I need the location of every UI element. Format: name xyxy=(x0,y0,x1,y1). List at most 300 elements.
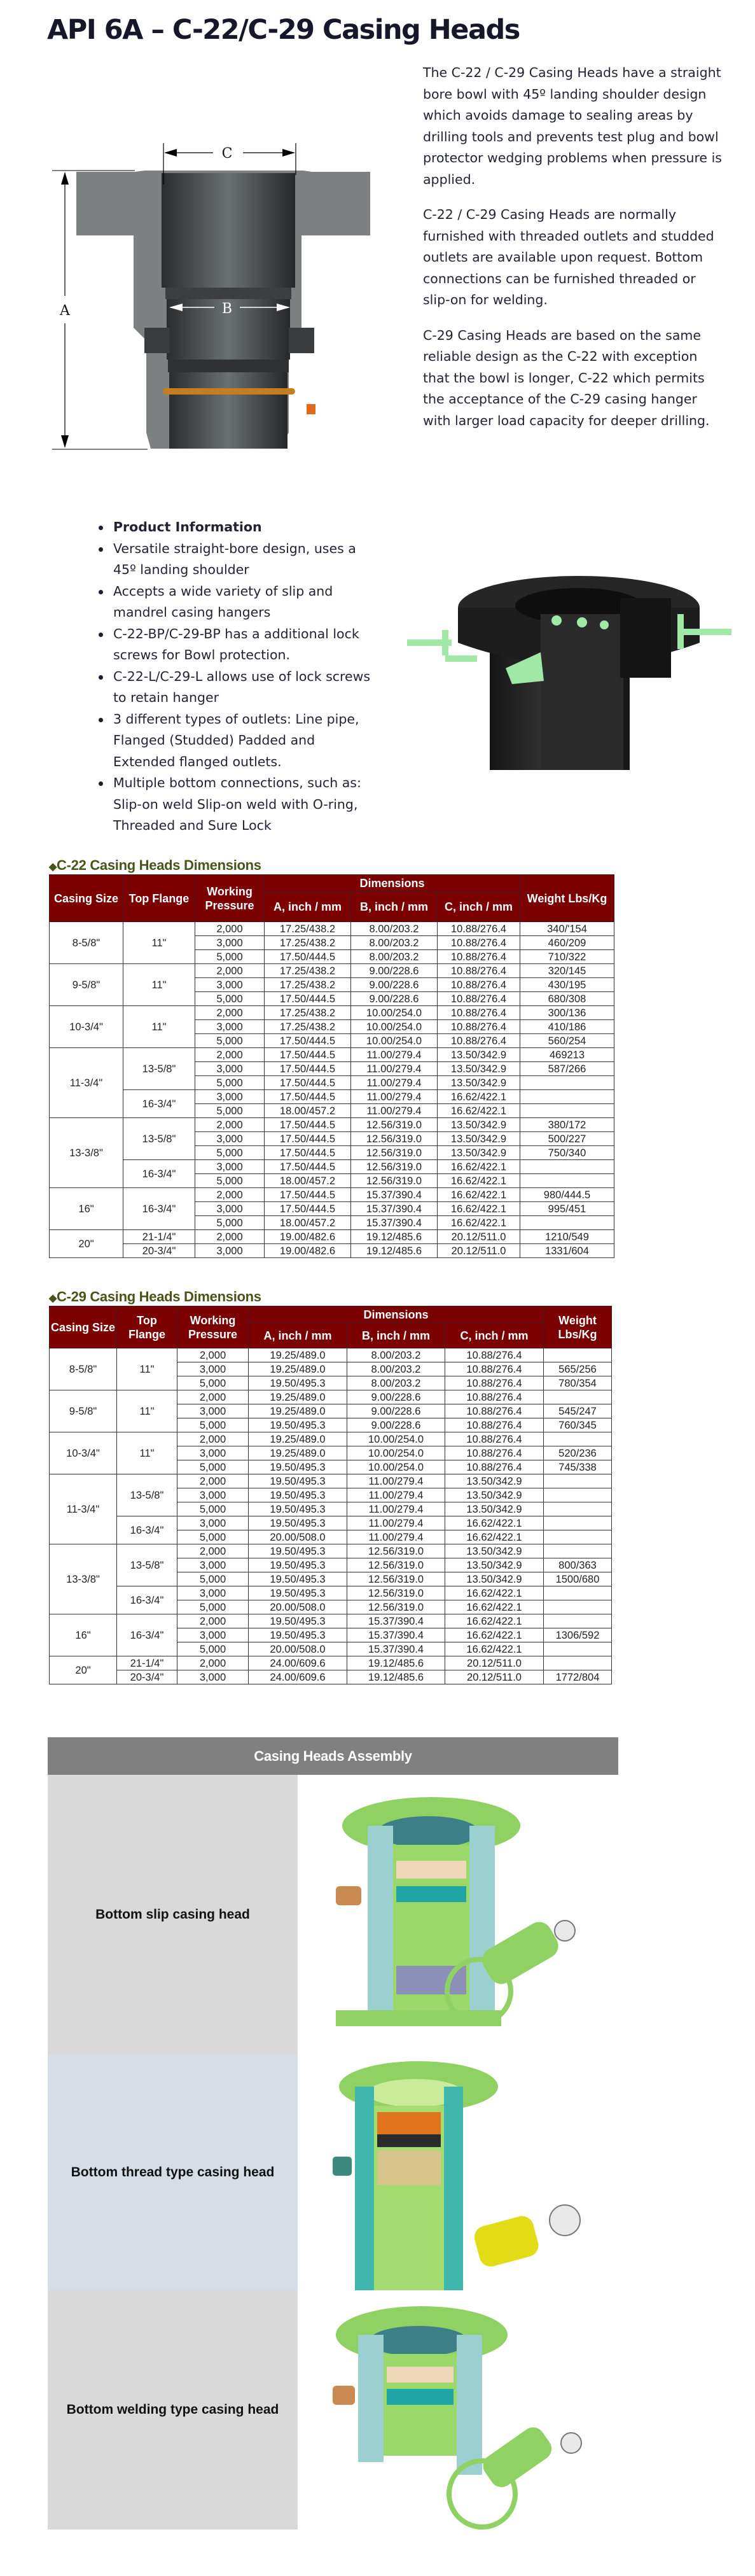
description-paragraph: C-22 / C-29 Casing Heads are normally furnished with threaded outlets and studded outlets are available upon request. Bottom connections can be furnished threaded or slip-on for welding. xyxy=(423,207,714,307)
cell-weight: 460/209 xyxy=(520,936,614,950)
table-row xyxy=(50,1244,614,1258)
cell-dim-c: 13.50/342.9 xyxy=(438,1062,520,1076)
table-row xyxy=(50,922,614,936)
cell-working-pressure: 2,000 xyxy=(195,1188,265,1202)
cell-top-flange: 16-3/4" xyxy=(123,1090,195,1118)
cell-weight xyxy=(544,1474,612,1488)
cell-working-pressure: 5,000 xyxy=(177,1642,249,1656)
feature-item: C-22-BP/C-29-BP has a additional lock screws for Bowl protection. xyxy=(100,624,380,666)
cell-dim-a: 19.50/495.3 xyxy=(249,1418,347,1432)
cell-dim-a: 17.50/444.5 xyxy=(265,1132,351,1146)
table-row xyxy=(50,1348,612,1362)
cell-working-pressure: 2,000 xyxy=(177,1348,249,1362)
cell-top-flange: 11" xyxy=(117,1432,177,1474)
cell-top-flange: 16-3/4" xyxy=(117,1614,177,1656)
cell-weight: 545/247 xyxy=(544,1404,612,1418)
table-row xyxy=(50,1516,612,1530)
cell-weight: 410/186 xyxy=(520,1020,614,1034)
cell-dim-b: 8.00/203.2 xyxy=(351,922,438,936)
assembly-row-weld xyxy=(48,2290,618,2530)
cell-dim-c: 10.88/276.4 xyxy=(438,1020,520,1034)
cell-casing-size: 11-3/4" xyxy=(50,1048,123,1118)
cell-dim-c: 10.88/276.4 xyxy=(445,1446,544,1460)
cell-weight xyxy=(544,1432,612,1446)
cell-weight xyxy=(520,1076,614,1090)
cell-weight: 995/451 xyxy=(520,1202,614,1216)
cell-weight: 800/363 xyxy=(544,1558,612,1572)
cell-working-pressure: 2,000 xyxy=(195,1048,265,1062)
cell-working-pressure: 5,000 xyxy=(177,1418,249,1432)
cell-working-pressure: 3,000 xyxy=(195,1090,265,1104)
header-dim-a: A, inch / mm xyxy=(249,1323,347,1348)
cell-dim-a: 17.50/444.5 xyxy=(265,1160,351,1174)
cell-casing-size: 16" xyxy=(50,1614,117,1656)
cell-dim-b: 11.00/279.4 xyxy=(351,1062,438,1076)
cell-working-pressure: 5,000 xyxy=(195,1216,265,1230)
cell-weight xyxy=(544,1348,612,1362)
cell-casing-size: 13-3/8" xyxy=(50,1544,117,1614)
table-row xyxy=(50,1656,612,1670)
product-description xyxy=(423,62,722,445)
cell-dim-c: 10.88/276.4 xyxy=(438,964,520,978)
cell-dim-a: 18.00/457.2 xyxy=(265,1104,351,1118)
cell-dim-b: 11.00/279.4 xyxy=(347,1502,445,1516)
cell-weight xyxy=(520,1174,614,1188)
cell-dim-a: 20.00/508.0 xyxy=(249,1642,347,1656)
cell-working-pressure: 5,000 xyxy=(195,1076,265,1090)
cell-dim-a: 19.25/489.0 xyxy=(249,1446,347,1460)
cell-weight xyxy=(544,1390,612,1404)
cell-dim-b: 9.00/228.6 xyxy=(351,978,438,992)
features-heading: Product Information xyxy=(100,517,380,538)
cell-weight xyxy=(520,1160,614,1174)
cell-weight xyxy=(544,1614,612,1628)
cell-dim-b: 10.00/254.0 xyxy=(347,1446,445,1460)
header-dim-c: C, inch / mm xyxy=(445,1323,544,1348)
table-row xyxy=(50,1090,614,1104)
cell-dim-c: 20.12/511.0 xyxy=(438,1244,520,1258)
bottom-welding-casing-head-image xyxy=(298,2290,618,2530)
cell-dim-a: 19.00/482.6 xyxy=(265,1244,351,1258)
cell-dim-b: 12.56/319.0 xyxy=(351,1160,438,1174)
cell-dim-b: 8.00/203.2 xyxy=(347,1376,445,1390)
cell-dim-c: 16.62/422.1 xyxy=(445,1530,544,1544)
cell-dim-a: 19.50/495.3 xyxy=(249,1544,347,1558)
cell-working-pressure: 5,000 xyxy=(177,1530,249,1544)
cell-top-flange: 11" xyxy=(123,922,195,964)
cell-casing-size: 16" xyxy=(50,1188,123,1230)
cell-dim-b: 19.12/485.6 xyxy=(347,1670,445,1684)
header-dim-c: C, inch / mm xyxy=(438,892,520,922)
cell-weight xyxy=(544,1600,612,1614)
cell-weight: 500/227 xyxy=(520,1132,614,1146)
header-weight: Weight Lbs/Kg xyxy=(544,1306,612,1348)
cell-dim-a: 24.00/609.6 xyxy=(249,1670,347,1684)
cell-working-pressure: 3,000 xyxy=(177,1488,249,1502)
cell-dim-c: 10.88/276.4 xyxy=(438,978,520,992)
cell-dim-a: 19.50/495.3 xyxy=(249,1488,347,1502)
cell-working-pressure: 3,000 xyxy=(177,1446,249,1460)
cell-dim-a: 17.50/444.5 xyxy=(265,1146,351,1160)
cell-top-flange: 16-3/4" xyxy=(117,1516,177,1544)
cell-dim-c: 16.62/422.1 xyxy=(438,1188,520,1202)
cell-dim-b: 12.56/319.0 xyxy=(347,1544,445,1558)
cell-weight xyxy=(544,1642,612,1656)
cell-dim-c: 10.88/276.4 xyxy=(438,1034,520,1048)
cell-casing-size: 13-3/8" xyxy=(50,1118,123,1188)
assembly-label: Bottom welding type casing head xyxy=(48,2290,298,2530)
description-paragraph: The C-22 / C-29 Casing Heads have a straight bore bowl with 45º landing shoulder design which avoids damage to sealing areas by drilling tools and prevents test plug and bowl protector wedging problems when pressure is applied. xyxy=(423,65,722,187)
cell-dim-a: 19.25/489.0 xyxy=(249,1390,347,1404)
cell-dim-c: 16.62/422.1 xyxy=(438,1090,520,1104)
cell-working-pressure: 3,000 xyxy=(177,1362,249,1376)
c22-table-body xyxy=(50,922,614,1258)
header-top-flange: Top Flange xyxy=(117,1306,177,1348)
cell-casing-size: 11-3/4" xyxy=(50,1474,117,1544)
cell-working-pressure: 5,000 xyxy=(195,1104,265,1118)
cell-dim-b: 10.00/254.0 xyxy=(347,1460,445,1474)
cell-top-flange: 20-3/4" xyxy=(117,1670,177,1684)
cell-top-flange: 20-3/4" xyxy=(123,1244,195,1258)
cell-dim-b: 15.37/390.4 xyxy=(347,1628,445,1642)
cell-dim-c: 13.50/342.9 xyxy=(438,1146,520,1160)
cell-weight: 1500/680 xyxy=(544,1572,612,1586)
table-row xyxy=(50,1614,612,1628)
cell-dim-c: 10.88/276.4 xyxy=(438,950,520,964)
casing-head-cross-section-diagram xyxy=(52,115,396,458)
cell-dim-b: 15.37/390.4 xyxy=(351,1188,438,1202)
cell-dim-a: 19.25/489.0 xyxy=(249,1432,347,1446)
header-weight: Weight Lbs/Kg xyxy=(520,875,614,922)
cell-weight xyxy=(544,1502,612,1516)
cell-weight: 340/'154 xyxy=(520,922,614,936)
cell-dim-c: 20.12/511.0 xyxy=(438,1230,520,1244)
cell-dim-a: 24.00/609.6 xyxy=(249,1656,347,1670)
table-row xyxy=(50,1006,614,1020)
cell-weight xyxy=(544,1488,612,1502)
cell-top-flange: 11" xyxy=(123,964,195,1006)
cell-dim-b: 11.00/279.4 xyxy=(351,1104,438,1118)
cell-dim-a: 19.50/495.3 xyxy=(249,1628,347,1642)
cell-working-pressure: 3,000 xyxy=(195,1160,265,1174)
page-title: API 6A – C-22/C-29 Casing Heads xyxy=(47,14,520,46)
cell-top-flange: 21-1/4" xyxy=(123,1230,195,1244)
cell-working-pressure: 5,000 xyxy=(195,1174,265,1188)
table-row xyxy=(50,1160,614,1174)
assembly-header: Casing Heads Assembly xyxy=(48,1737,618,1775)
cell-dim-c: 13.50/342.9 xyxy=(438,1132,520,1146)
table-row xyxy=(50,1118,614,1132)
cell-top-flange: 11" xyxy=(123,1006,195,1048)
cell-weight xyxy=(544,1544,612,1558)
cell-working-pressure: 3,000 xyxy=(195,936,265,950)
cell-working-pressure: 5,000 xyxy=(177,1600,249,1614)
cell-dim-c: 10.88/276.4 xyxy=(445,1404,544,1418)
cell-casing-size: 20" xyxy=(50,1230,123,1258)
cell-dim-c: 13.50/342.9 xyxy=(445,1488,544,1502)
cell-dim-b: 11.00/279.4 xyxy=(351,1076,438,1090)
cell-top-flange: 21-1/4" xyxy=(117,1656,177,1670)
cell-top-flange: 13-5/8" xyxy=(123,1118,195,1160)
cell-dim-c: 20.12/511.0 xyxy=(445,1656,544,1670)
cell-working-pressure: 5,000 xyxy=(177,1572,249,1586)
cell-dim-a: 19.50/495.3 xyxy=(249,1516,347,1530)
cell-dim-a: 17.50/444.5 xyxy=(265,1048,351,1062)
cell-weight xyxy=(544,1586,612,1600)
feature-item: Accepts a wide variety of slip and mandrel casing hangers xyxy=(100,581,380,624)
cell-dim-c: 10.88/276.4 xyxy=(438,936,520,950)
cell-dim-c: 16.62/422.1 xyxy=(445,1614,544,1628)
cell-dim-b: 11.00/279.4 xyxy=(347,1530,445,1544)
cell-top-flange: 13-5/8" xyxy=(123,1048,195,1090)
cell-dim-a: 17.50/444.5 xyxy=(265,1076,351,1090)
cell-dim-c: 16.62/422.1 xyxy=(445,1628,544,1642)
cell-weight xyxy=(520,1216,614,1230)
cell-dim-b: 9.00/228.6 xyxy=(351,992,438,1006)
cell-dim-c: 13.50/342.9 xyxy=(438,1118,520,1132)
cell-dim-a: 17.50/444.5 xyxy=(265,1202,351,1216)
cell-dim-c: 10.88/276.4 xyxy=(445,1432,544,1446)
cell-dim-c: 10.88/276.4 xyxy=(445,1362,544,1376)
cell-weight: 980/444.5 xyxy=(520,1188,614,1202)
cell-dim-b: 10.00/254.0 xyxy=(351,1020,438,1034)
feature-item: Versatile straight-bore design, uses a 45º landing shoulder xyxy=(100,538,380,581)
cell-working-pressure: 3,000 xyxy=(195,1202,265,1216)
cell-working-pressure: 5,000 xyxy=(195,950,265,964)
cell-dim-b: 11.00/279.4 xyxy=(351,1090,438,1104)
dimension-label-c: C xyxy=(221,146,233,162)
cell-dim-a: 17.25/438.2 xyxy=(265,1020,351,1034)
cell-working-pressure: 3,000 xyxy=(177,1586,249,1600)
header-dim-b: B, inch / mm xyxy=(351,892,438,922)
cell-dim-c: 16.62/422.1 xyxy=(445,1642,544,1656)
cell-dim-c: 13.50/342.9 xyxy=(445,1544,544,1558)
table-row xyxy=(50,964,614,978)
cell-dim-a: 19.50/495.3 xyxy=(249,1586,347,1600)
cell-dim-a: 18.00/457.2 xyxy=(265,1174,351,1188)
cell-dim-a: 17.25/438.2 xyxy=(265,1006,351,1020)
cell-working-pressure: 3,000 xyxy=(195,1020,265,1034)
cell-dim-b: 12.56/319.0 xyxy=(347,1558,445,1572)
cell-dim-b: 8.00/203.2 xyxy=(347,1348,445,1362)
cell-working-pressure: 3,000 xyxy=(177,1516,249,1530)
cell-dim-a: 17.50/444.5 xyxy=(265,1118,351,1132)
cell-dim-b: 8.00/203.2 xyxy=(351,950,438,964)
feature-item: Multiple bottom connections, such as: Slip-on weld Slip-on weld with O-ring, Threaded and Sure Lock xyxy=(100,773,380,837)
cell-dim-a: 19.50/495.3 xyxy=(249,1376,347,1390)
cell-dim-a: 17.50/444.5 xyxy=(265,1090,351,1104)
cell-dim-c: 13.50/342.9 xyxy=(445,1572,544,1586)
cell-dim-b: 15.37/390.4 xyxy=(347,1642,445,1656)
cell-dim-a: 17.50/444.5 xyxy=(265,1034,351,1048)
cell-weight: 565/256 xyxy=(544,1362,612,1376)
casing-head-3d-render xyxy=(394,535,747,770)
header-dim-b: B, inch / mm xyxy=(347,1323,445,1348)
cell-dim-b: 12.56/319.0 xyxy=(351,1174,438,1188)
assembly-label: Bottom thread type casing head xyxy=(48,2055,298,2290)
bottom-thread-casing-head-image xyxy=(298,2055,618,2290)
cell-dim-b: 10.00/254.0 xyxy=(351,1006,438,1020)
table-row xyxy=(50,1474,612,1488)
assembly-label: Bottom slip casing head xyxy=(48,1775,298,2055)
cell-dim-c: 20.12/511.0 xyxy=(445,1670,544,1684)
cell-top-flange: 13-5/8" xyxy=(117,1544,177,1586)
cell-working-pressure: 2,000 xyxy=(195,1006,265,1020)
c22-table-caption: ◆C-22 Casing Heads Dimensions xyxy=(49,857,261,873)
cell-dim-c: 10.88/276.4 xyxy=(438,1006,520,1020)
cell-weight: 520/236 xyxy=(544,1446,612,1460)
cell-weight: 1772/804 xyxy=(544,1670,612,1684)
cell-working-pressure: 5,000 xyxy=(177,1460,249,1474)
cell-dim-b: 11.00/279.4 xyxy=(347,1474,445,1488)
cell-working-pressure: 2,000 xyxy=(177,1390,249,1404)
cell-dim-c: 16.62/422.1 xyxy=(445,1516,544,1530)
cell-top-flange: 16-3/4" xyxy=(123,1188,195,1230)
cell-working-pressure: 3,000 xyxy=(177,1670,249,1684)
cell-dim-a: 17.50/444.5 xyxy=(265,1188,351,1202)
table-row xyxy=(50,1544,612,1558)
cell-dim-b: 9.00/228.6 xyxy=(347,1418,445,1432)
product-features-list xyxy=(100,517,380,837)
cell-working-pressure: 2,000 xyxy=(177,1656,249,1670)
cell-dim-a: 19.50/495.3 xyxy=(249,1502,347,1516)
cell-dim-a: 19.50/495.3 xyxy=(249,1474,347,1488)
header-casing-size: Casing Size xyxy=(50,875,123,922)
table-row xyxy=(50,1586,612,1600)
cell-working-pressure: 3,000 xyxy=(195,1062,265,1076)
cell-dim-a: 17.50/444.5 xyxy=(265,1062,351,1076)
cell-dim-a: 20.00/508.0 xyxy=(249,1600,347,1614)
cell-dim-c: 10.88/276.4 xyxy=(438,922,520,936)
cell-dim-a: 17.25/438.2 xyxy=(265,922,351,936)
cell-working-pressure: 5,000 xyxy=(177,1376,249,1390)
cell-dim-c: 10.88/276.4 xyxy=(445,1390,544,1404)
table-row xyxy=(50,1390,612,1404)
cell-dim-b: 11.00/279.4 xyxy=(347,1516,445,1530)
header-top-flange: Top Flange xyxy=(123,875,195,922)
cell-dim-a: 19.50/495.3 xyxy=(249,1558,347,1572)
c29-table-body xyxy=(50,1348,612,1684)
cell-working-pressure: 2,000 xyxy=(195,964,265,978)
cell-dim-b: 8.00/203.2 xyxy=(347,1362,445,1376)
cell-working-pressure: 3,000 xyxy=(177,1404,249,1418)
cell-working-pressure: 5,000 xyxy=(195,1146,265,1160)
header-casing-size: Casing Size xyxy=(50,1306,117,1348)
cell-weight: 780/354 xyxy=(544,1376,612,1390)
cell-dim-b: 9.00/228.6 xyxy=(351,964,438,978)
description-paragraph: C-29 Casing Heads are based on the same reliable design as the C-22 with exception that the bowl is longer, C-22 which permits the acceptance of the C-29 casing hanger with larger load capacity for deeper drilling. xyxy=(423,327,710,428)
cell-working-pressure: 2,000 xyxy=(195,1118,265,1132)
cell-dim-a: 19.00/482.6 xyxy=(265,1230,351,1244)
cell-weight: 320/145 xyxy=(520,964,614,978)
cell-working-pressure: 2,000 xyxy=(195,922,265,936)
cell-casing-size: 8-5/8" xyxy=(50,922,123,964)
cell-casing-size: 20" xyxy=(50,1656,117,1684)
cell-dim-c: 13.50/342.9 xyxy=(445,1474,544,1488)
cell-casing-size: 10-3/4" xyxy=(50,1432,117,1474)
cell-weight: 750/340 xyxy=(520,1146,614,1160)
dimension-label-b: B xyxy=(221,301,233,317)
cell-weight xyxy=(520,1104,614,1118)
cell-dim-c: 10.88/276.4 xyxy=(445,1348,544,1362)
cell-dim-c: 13.50/342.9 xyxy=(445,1502,544,1516)
cell-dim-c: 16.62/422.1 xyxy=(438,1216,520,1230)
cell-weight: 380/172 xyxy=(520,1118,614,1132)
cell-dim-a: 20.00/508.0 xyxy=(249,1530,347,1544)
cell-dim-a: 17.50/444.5 xyxy=(265,992,351,1006)
cell-weight xyxy=(544,1530,612,1544)
cell-dim-c: 10.88/276.4 xyxy=(438,992,520,1006)
cell-dim-c: 16.62/422.1 xyxy=(445,1586,544,1600)
assembly-row-thread xyxy=(48,2055,618,2290)
cell-working-pressure: 2,000 xyxy=(177,1474,249,1488)
cell-dim-c: 10.88/276.4 xyxy=(445,1376,544,1390)
cell-top-flange: 11" xyxy=(117,1390,177,1432)
table-row xyxy=(50,1230,614,1244)
table-row xyxy=(50,1188,614,1202)
cell-casing-size: 9-5/8" xyxy=(50,964,123,1006)
cell-dim-b: 15.37/390.4 xyxy=(351,1202,438,1216)
c29-table-caption: ◆C-29 Casing Heads Dimensions xyxy=(49,1289,261,1305)
cell-dim-a: 19.50/495.3 xyxy=(249,1572,347,1586)
cell-dim-b: 12.56/319.0 xyxy=(347,1586,445,1600)
cell-weight: 1210/549 xyxy=(520,1230,614,1244)
header-working-pressure: Working Pressure xyxy=(195,875,265,922)
cell-dim-b: 10.00/254.0 xyxy=(347,1432,445,1446)
cell-weight: 560/254 xyxy=(520,1034,614,1048)
cell-dim-a: 19.50/495.3 xyxy=(249,1460,347,1474)
cell-weight: 680/308 xyxy=(520,992,614,1006)
cell-weight: 587/266 xyxy=(520,1062,614,1076)
cell-dim-b: 12.56/319.0 xyxy=(351,1146,438,1160)
assembly-row-slip xyxy=(48,1775,618,2055)
cell-weight: 1306/592 xyxy=(544,1628,612,1642)
cell-dim-b: 12.56/319.0 xyxy=(351,1118,438,1132)
cell-dim-b: 9.00/228.6 xyxy=(347,1404,445,1418)
cell-top-flange: 13-5/8" xyxy=(117,1474,177,1516)
casing-heads-assembly-section xyxy=(48,1737,618,2530)
cell-top-flange: 11" xyxy=(117,1348,177,1390)
cell-dim-b: 11.00/279.4 xyxy=(351,1048,438,1062)
cell-dim-a: 19.25/489.0 xyxy=(249,1362,347,1376)
cell-dim-c: 16.62/422.1 xyxy=(438,1104,520,1118)
cell-working-pressure: 2,000 xyxy=(195,1230,265,1244)
cell-dim-c: 16.62/422.1 xyxy=(438,1202,520,1216)
cell-dim-c: 13.50/342.9 xyxy=(438,1076,520,1090)
cell-weight: 469213 xyxy=(520,1048,614,1062)
cell-working-pressure: 5,000 xyxy=(195,992,265,1006)
cell-working-pressure: 3,000 xyxy=(177,1628,249,1642)
header-dim-a: A, inch / mm xyxy=(265,892,351,922)
cell-weight: 1331/604 xyxy=(520,1244,614,1258)
feature-item: C-22-L/C-29-L allows use of lock screws to retain hanger xyxy=(100,666,380,709)
bottom-slip-casing-head-image xyxy=(298,1775,618,2055)
cell-weight: 300/136 xyxy=(520,1006,614,1020)
cell-dim-b: 19.12/485.6 xyxy=(347,1656,445,1670)
cell-weight xyxy=(544,1516,612,1530)
cell-dim-b: 19.12/485.6 xyxy=(351,1244,438,1258)
cell-weight: 745/338 xyxy=(544,1460,612,1474)
cell-weight xyxy=(544,1656,612,1670)
dimension-label-a: A xyxy=(60,303,70,319)
cell-dim-c: 13.50/342.9 xyxy=(438,1048,520,1062)
cell-dim-b: 12.56/319.0 xyxy=(347,1600,445,1614)
cell-casing-size: 9-5/8" xyxy=(50,1390,117,1432)
cell-weight: 430/195 xyxy=(520,978,614,992)
cell-top-flange: 16-3/4" xyxy=(123,1160,195,1188)
cell-working-pressure: 3,000 xyxy=(195,1132,265,1146)
cell-top-flange: 16-3/4" xyxy=(117,1586,177,1614)
